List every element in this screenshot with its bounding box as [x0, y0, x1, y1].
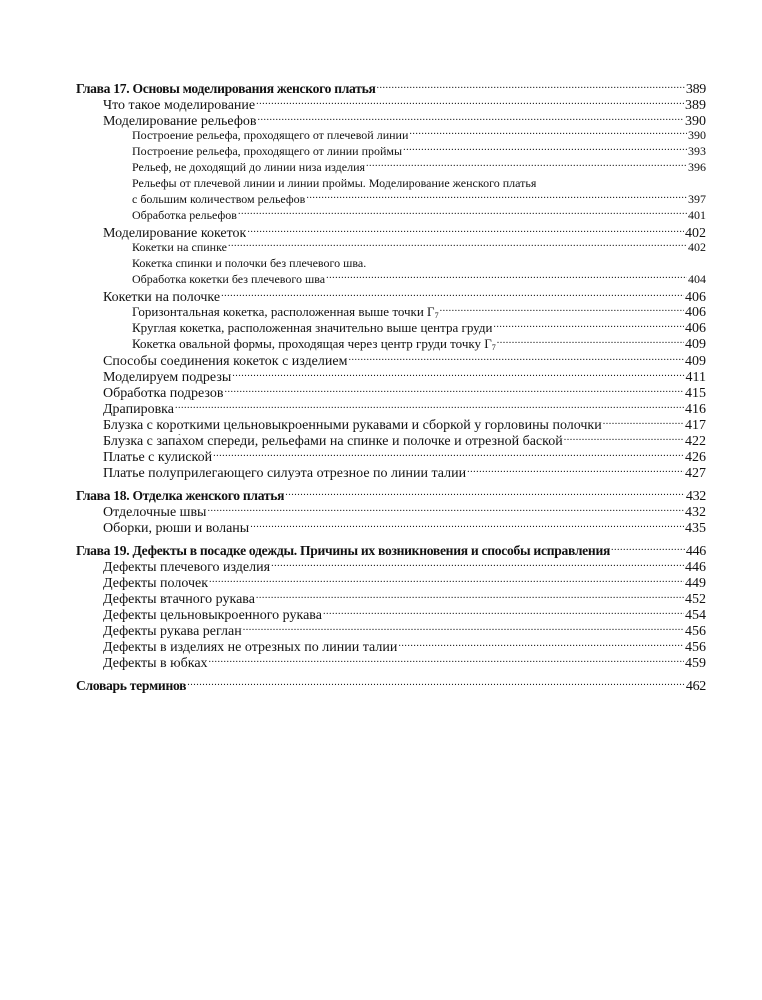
toc-leader-dots: [221, 287, 684, 301]
toc-page-number: 406: [685, 290, 706, 305]
toc-entry-title: Моделирование рельефов: [103, 114, 257, 129]
toc-subentry-line[interactable]: [76, 255, 706, 271]
toc-subentry-line[interactable]: [76, 175, 706, 191]
toc-page-number: 446: [685, 560, 706, 575]
toc-page-number: 454: [685, 608, 706, 623]
subscript: 7: [491, 343, 496, 352]
toc-leader-dots: [271, 557, 684, 571]
toc-subentry-title: Круглая кокетка, расположенная значительно выше центра груди: [132, 320, 493, 335]
toc-entry-title: Кокетки на полочке: [103, 290, 221, 305]
toc-page-number: 402: [688, 240, 706, 254]
toc-page-number: 435: [685, 521, 706, 536]
toc-entry[interactable]: [76, 111, 706, 127]
toc-leader-dots: [175, 399, 684, 413]
toc-subentry[interactable]: [76, 303, 706, 319]
toc-leader-dots: [409, 127, 687, 139]
toc-entry[interactable]: [76, 653, 706, 669]
toc-leader-dots: [228, 239, 687, 251]
toc-page-number: 409: [685, 337, 706, 352]
toc-leader-dots: [247, 223, 684, 237]
toc-leader-dots: [256, 95, 684, 109]
toc-leader-dots: [207, 502, 684, 516]
toc-entry[interactable]: [76, 383, 706, 399]
toc-page-number: 432: [685, 488, 706, 504]
table-of-contents: [76, 79, 706, 692]
toc-leader-dots: [377, 79, 685, 93]
toc-subentry[interactable]: [76, 319, 706, 335]
toc-entry[interactable]: [76, 447, 706, 463]
toc-page-number: 411: [685, 370, 706, 385]
toc-subentry-title: Кокетки на спинке: [132, 240, 227, 254]
toc-subentry[interactable]: [76, 191, 706, 207]
toc-entry-title: Платье полуприлегающего силуэта отрезное по линии талии: [103, 466, 467, 481]
toc-leader-dots: [209, 653, 684, 667]
toc-page-number: 415: [685, 386, 706, 401]
toc-entry-title: Дефекты втачного рукава: [103, 592, 255, 607]
toc-leader-dots: [256, 589, 684, 603]
toc-entry-title: Драпировка: [103, 402, 174, 417]
toc-subentry-title: Обработка кокетки без плечевого шва: [132, 272, 326, 286]
toc-page-number: 402: [685, 226, 706, 241]
toc-entry-title: Дефекты рукава реглан: [103, 624, 242, 639]
toc-entry-title: Дефекты в юбках: [103, 656, 208, 671]
toc-leader-dots: [440, 303, 684, 316]
toc-subentry-title: Обработка рельефов: [132, 208, 237, 222]
toc-entry[interactable]: [76, 589, 706, 605]
toc-entry[interactable]: [76, 557, 706, 573]
toc-entry[interactable]: [76, 367, 706, 383]
subscript: 7: [434, 311, 439, 320]
toc-leader-dots: [224, 383, 684, 397]
toc-page-number: 417: [685, 418, 706, 433]
toc-page-number: 406: [685, 305, 706, 320]
toc-page-number: 406: [685, 321, 706, 336]
toc-leader-dots: [243, 621, 684, 635]
toc-subentry[interactable]: [76, 207, 706, 223]
toc-subentry-title: Кокетка спинки и полочки без плечевого шва.: [132, 256, 367, 270]
toc-leader-dots: [493, 319, 684, 332]
toc-page-number: 462: [685, 678, 706, 694]
toc-leader-dots: [326, 271, 687, 283]
toc-chapter-17[interactable]: [76, 79, 706, 95]
toc-subentry[interactable]: [76, 271, 706, 287]
toc-entry[interactable]: [76, 399, 706, 415]
toc-entry[interactable]: [76, 463, 706, 479]
toc-page-number: 459: [685, 656, 706, 671]
toc-leader-dots: [285, 486, 685, 500]
toc-leader-dots: [348, 351, 684, 365]
toc-page-number: 396: [688, 160, 706, 174]
toc-leader-dots: [467, 463, 684, 477]
toc-subentry-title: Горизонтальная кокетка, расположенная выше точки $Г_7$: [132, 304, 439, 320]
toc-chapter-title: Глава 17. Основы моделирования женского платья: [76, 80, 376, 96]
toc-entry[interactable]: [76, 431, 706, 447]
toc-leader-dots: [564, 431, 684, 445]
toc-entry[interactable]: [76, 223, 706, 239]
toc-page-number: 449: [685, 576, 706, 591]
toc-page-number: 426: [685, 450, 706, 465]
toc-entry[interactable]: [76, 621, 706, 637]
toc-entry-title: Блузка с запа́хом спереди, рельефами на спинке и полочке и отрезной баской: [103, 434, 563, 449]
toc-entry-title: Дефекты полочек: [103, 576, 209, 591]
toc-subentry[interactable]: [76, 143, 706, 159]
toc-page-number: 456: [685, 640, 706, 655]
toc-page-number: 390: [688, 128, 706, 142]
toc-entry[interactable]: [76, 415, 706, 431]
toc-page-number: 422: [685, 434, 706, 449]
toc-entry-title: Моделирование кокеток: [103, 226, 247, 241]
toc-chapter-19[interactable]: [76, 541, 706, 557]
toc-page-number: 404: [688, 272, 706, 286]
toc-entry-title: Отделочные швы: [103, 505, 207, 520]
toc-leader-dots: [250, 518, 684, 532]
toc-entry-title: Обработка подрезов: [103, 386, 224, 401]
toc-page-number: 452: [685, 592, 706, 607]
toc-entry[interactable]: [76, 518, 706, 534]
toc-entry-title: Что такое моделирование: [103, 98, 256, 113]
toc-leader-dots: [187, 676, 685, 690]
toc-page-number: 393: [688, 144, 706, 158]
toc-entry-title: Способы соединения кокеток с изделием: [103, 354, 348, 369]
toc-entry[interactable]: [76, 502, 706, 518]
toc-page-number: 389: [685, 81, 706, 97]
toc-entry[interactable]: [76, 573, 706, 589]
toc-chapter-title: Словарь терминов: [76, 677, 187, 693]
toc-entry-title: Оборки, рюши и воланы: [103, 521, 250, 536]
toc-page-number: 409: [685, 354, 706, 369]
toc-leader-dots: [306, 191, 687, 203]
toc-leader-dots: [258, 111, 684, 125]
toc-page-number: 397: [688, 192, 706, 206]
toc-leader-dots: [603, 415, 684, 429]
toc-page-number: 401: [688, 208, 706, 222]
toc-subentry[interactable]: [76, 159, 706, 175]
toc-page-number: 389: [685, 98, 706, 113]
toc-leader-dots: [232, 367, 684, 381]
toc-entry-title: Дефекты цельновыкроенного рукава: [103, 608, 322, 623]
toc-subentry-title: с большим количеством рельефов: [132, 192, 306, 206]
toc-entry-title: Блузка с короткими цельновыкроенными рукавами и сборкой у горловины полочки: [103, 418, 602, 433]
toc-entry[interactable]: [76, 637, 706, 653]
toc-subentry-title: Рельефы от плечевой линии и линии проймы. Моделирование женского платья: [132, 176, 537, 190]
toc-subentry[interactable]: [76, 127, 706, 143]
toc-chapter-title: Глава 19. Дефекты в посадке одежды. Причины их возникновения и способы исправления: [76, 542, 611, 558]
toc-page-number: 427: [685, 466, 706, 481]
toc-subentry-title: Построение рельефа, проходящего от плечевой линии: [132, 128, 409, 142]
toc-entry-title: Дефекты в изделиях не отрезных по линии талии: [103, 640, 398, 655]
toc-chapter-title: Глава 18. Отделка женского платья: [76, 487, 285, 503]
toc-leader-dots: [213, 447, 684, 461]
toc-subentry[interactable]: [76, 239, 706, 255]
toc-leader-dots: [323, 605, 684, 619]
toc-leader-dots: [398, 637, 684, 651]
toc-page-number: 446: [685, 543, 706, 559]
toc-entry-title: Моделируем подрезы: [103, 370, 232, 385]
toc-leader-dots: [497, 335, 684, 348]
toc-entry-title: Дефекты плечевого изделия: [103, 560, 271, 575]
toc-page-number: 416: [685, 402, 706, 417]
toc-page-number: 432: [685, 505, 706, 520]
toc-glossary[interactable]: [76, 676, 706, 692]
toc-chapter-18[interactable]: [76, 486, 706, 502]
toc-subentry-title: Кокетка овальной формы, проходящая через центр груди точку $Г_7$: [132, 336, 496, 352]
toc-page-number: 390: [685, 114, 706, 129]
toc-leader-dots: [403, 143, 687, 155]
toc-subentry-title: Построение рельефа, проходящего от линии проймы: [132, 144, 403, 158]
toc-leader-dots: [611, 541, 685, 555]
toc-entry[interactable]: [76, 287, 706, 303]
toc-entry[interactable]: [76, 605, 706, 621]
toc-page-number: 456: [685, 624, 706, 639]
toc-entry-title: Платье с кулиской: [103, 450, 213, 465]
toc-entry[interactable]: [76, 95, 706, 111]
toc-leader-dots: [209, 573, 684, 587]
toc-subentry-title: Рельеф, не доходящий до линии низа изделия: [132, 160, 366, 174]
toc-leader-dots: [366, 159, 687, 171]
toc-subentry[interactable]: [76, 335, 706, 351]
toc-leader-dots: [238, 207, 687, 219]
toc-entry[interactable]: [76, 351, 706, 367]
